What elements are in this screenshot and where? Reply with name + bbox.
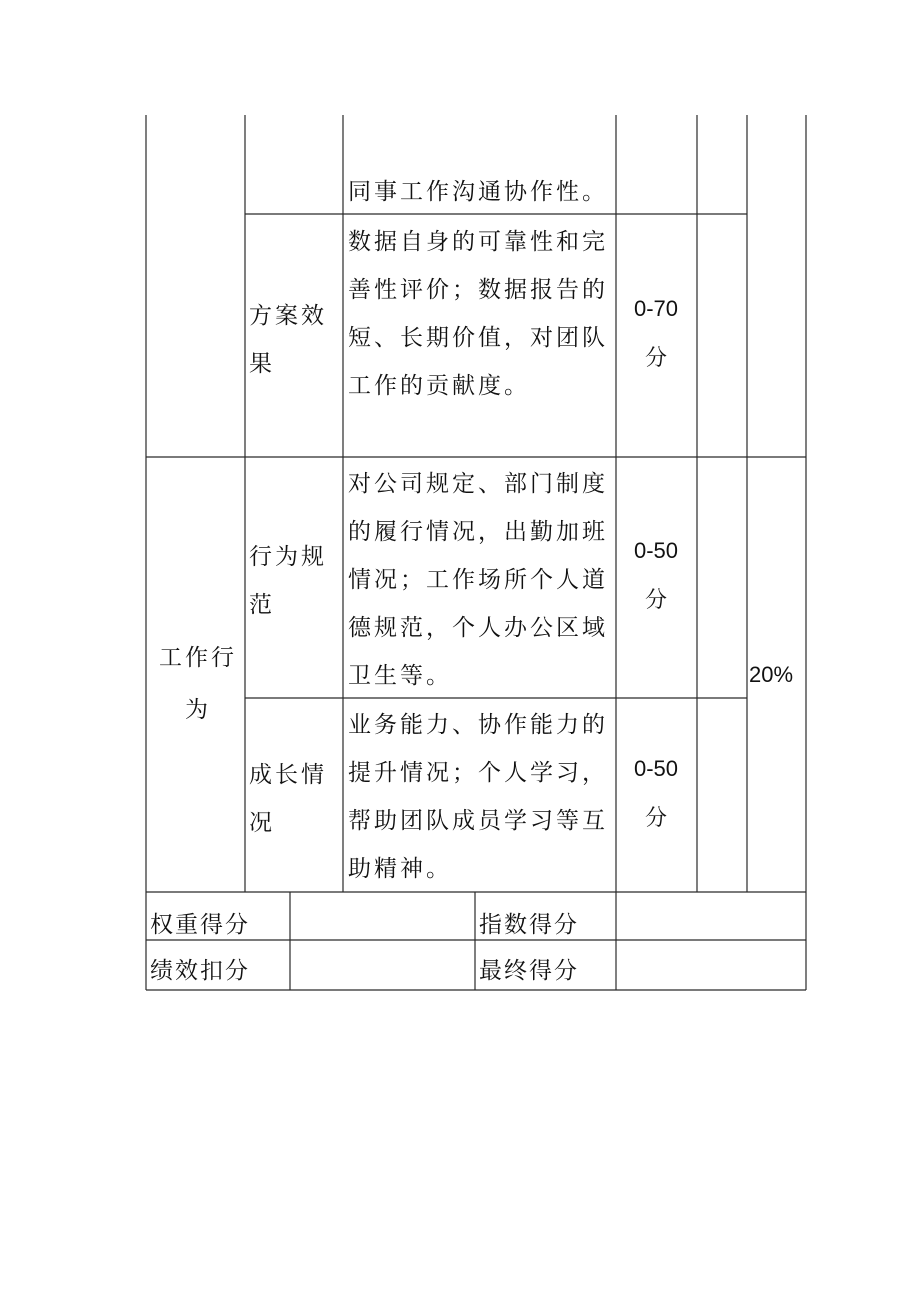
row4-score-unit: 分 [644, 806, 667, 831]
row4-sub-item: 成长情况 [249, 762, 327, 836]
index-score-label: 指数得分 [479, 912, 579, 938]
row1-description: 同事工作沟通协作性。 [348, 179, 608, 205]
final-score-label: 最终得分 [479, 958, 579, 984]
row3-score-range [616, 526, 696, 626]
row3-sub-item: 行为规范 [249, 544, 327, 618]
row2-description: 数据自身的可靠性和完善性评价；数据报告的短、长期价值，对团队工作的贡献度。 [348, 229, 608, 399]
deduction-label: 绩效扣分 [150, 958, 250, 984]
row3-score-unit: 分 [644, 588, 667, 613]
row4-score-value: 0-50 [633, 756, 679, 781]
row2-score-value: 0-70 [633, 296, 679, 321]
row3-score-value: 0-50 [633, 538, 679, 563]
row4-score-range [616, 744, 696, 844]
row2-score-unit: 分 [644, 346, 667, 371]
row3-description: 对公司规定、部门制度的履行情况，出勤加班情况；工作场所个人道德规范，个人办公区域卫生等。 [348, 471, 608, 689]
group-weight: 20% [749, 662, 794, 687]
row2-score-range [616, 284, 696, 384]
group-category: 工作行为 [159, 645, 237, 723]
row4-description: 业务能力、协作能力的提升情况；个人学习，帮助团队成员学习等互助精神。 [348, 712, 608, 882]
row2-sub-item: 方案效果 [249, 303, 327, 377]
weighted-score-label: 权重得分 [150, 912, 250, 938]
